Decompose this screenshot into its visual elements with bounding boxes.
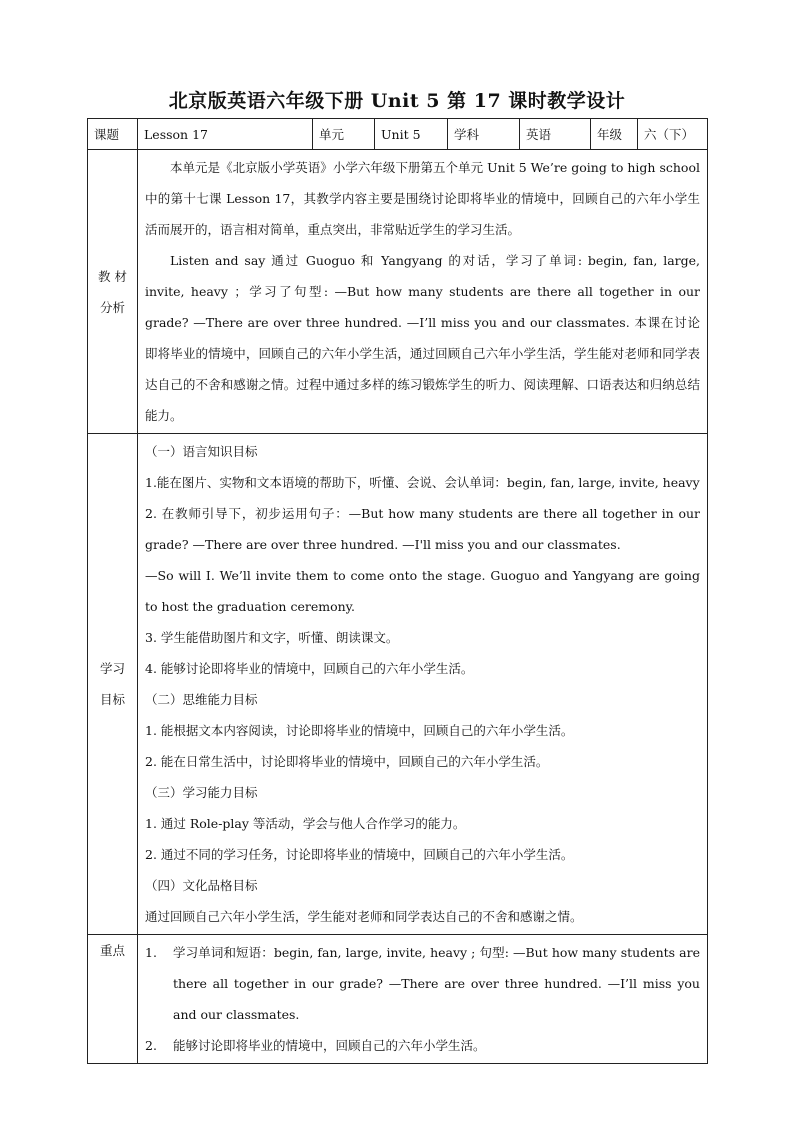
goal-heading-3: （三）学习能力目标 (145, 785, 258, 800)
grade-value: 六（下） (638, 119, 708, 150)
header-row (88, 119, 708, 150)
unit-label: 单元 (313, 119, 375, 150)
goal-line: 2. 能在日常生活中，讨论即将毕业的情境中，回顾自己的六年小学生活。 (145, 754, 549, 769)
topic-label: 课题 (88, 119, 138, 150)
unit-value: Unit 5 (375, 119, 448, 150)
key-point-text: 学习单词和短语：begin, fan, large, invite, heavy ; 句型: —But how many students are there all together in our grade? —There are over three hundred. —I’ll miss you and our classmates. (173, 945, 700, 1022)
goal-line: 3. 学生能借助图片和文字，听懂、朗读课文。 (145, 630, 399, 645)
document-title: 北京版英语六年级下册 Unit 5 第 17 课时教学设计 (168, 90, 626, 112)
grade-label: 年级 (591, 119, 638, 150)
goal-line: 2. 在教师引导下，初步运用句子：—But how many students are there all together in our grade? —There are over three hundred. —I'll miss you and our classmates. (145, 506, 700, 552)
key-point-number: 1. (145, 945, 157, 960)
key-points-content (138, 935, 708, 1064)
goal-line: 2. 通过不同的学习任务，讨论即将毕业的情境中，回顾自己的六年小学生活。 (145, 847, 574, 862)
goal-line: 4. 能够讨论即将毕业的情境中，回顾自己的六年小学生活。 (145, 661, 474, 676)
goals-row (88, 434, 708, 935)
key-point-number: 2. (145, 1038, 157, 1053)
materials-label: 教 材 分析 (88, 150, 138, 434)
key-points-row (88, 935, 708, 1064)
key-point-item (145, 1030, 700, 1061)
goal-heading-1: （一）语言知识目标 (145, 444, 258, 459)
goal-heading-2: （二）思维能力目标 (145, 692, 258, 707)
goal-heading-4: （四）文化品格目标 (145, 878, 258, 893)
goal-line: 通过回顾自己六年小学生活，学生能对老师和同学表达自己的不舍和感谢之情。 (145, 909, 583, 924)
lesson-plan-table (87, 118, 708, 1064)
subject-value: 英语 (520, 119, 591, 150)
materials-paragraph-2: Listen and say 通过 Guoguo 和 Yangyang 的对话，学习了单词: begin, fan, large, invite, heavy ；学习了句型: —But how many students are there all together in our grade? —There are over three hundred. —I’ll miss you and our classmates. 本课在讨论即将毕业的情境中，回顾自己的六年小学生活，通过回顾自己六年小学生活，学生能对老师和同学表达自己的不舍和感谢之情。过程中通过多样的练习锻炼学生的听力、阅读理解、口语表达和归纳总结能力。 (145, 253, 700, 423)
subject-label: 学科 (448, 119, 520, 150)
goals-content (138, 434, 708, 935)
goal-line: 1. 通过 Role-play 等活动，学会与他人合作学习的能力。 (145, 816, 466, 831)
goal-line: 1. 能根据文本内容阅读，讨论即将毕业的情境中，回顾自己的六年小学生活。 (145, 723, 574, 738)
goal-line: 1.能在图片、实物和文本语境的帮助下，听懂、会说、会认单词：begin, fan, large, invite, heavy (145, 475, 700, 490)
materials-row (88, 150, 708, 434)
key-point-item (145, 937, 700, 1030)
key-points-label: 重点 (88, 935, 138, 1064)
materials-content (138, 150, 708, 434)
key-point-text: 能够讨论即将毕业的情境中，回顾自己的六年小学生活。 (173, 1038, 486, 1053)
topic-value: Lesson 17 (138, 119, 313, 150)
goal-line: —So will I. We’ll invite them to come onto the stage. Guoguo and Yangyang are going to host the graduation ceremony. (145, 568, 700, 614)
goals-label: 学习 目标 (88, 434, 138, 935)
materials-paragraph-1: 本单元是《北京版小学英语》小学六年级下册第五个单元 Unit 5 We’re going to high school 中的第十七课 Lesson 17，其教学内容主要是围绕讨论即将毕业的情境中，回顾自己的六年小学生活而展开的，语言相对简单，重点突出，非常贴近学生的学习生活。 (145, 160, 700, 237)
